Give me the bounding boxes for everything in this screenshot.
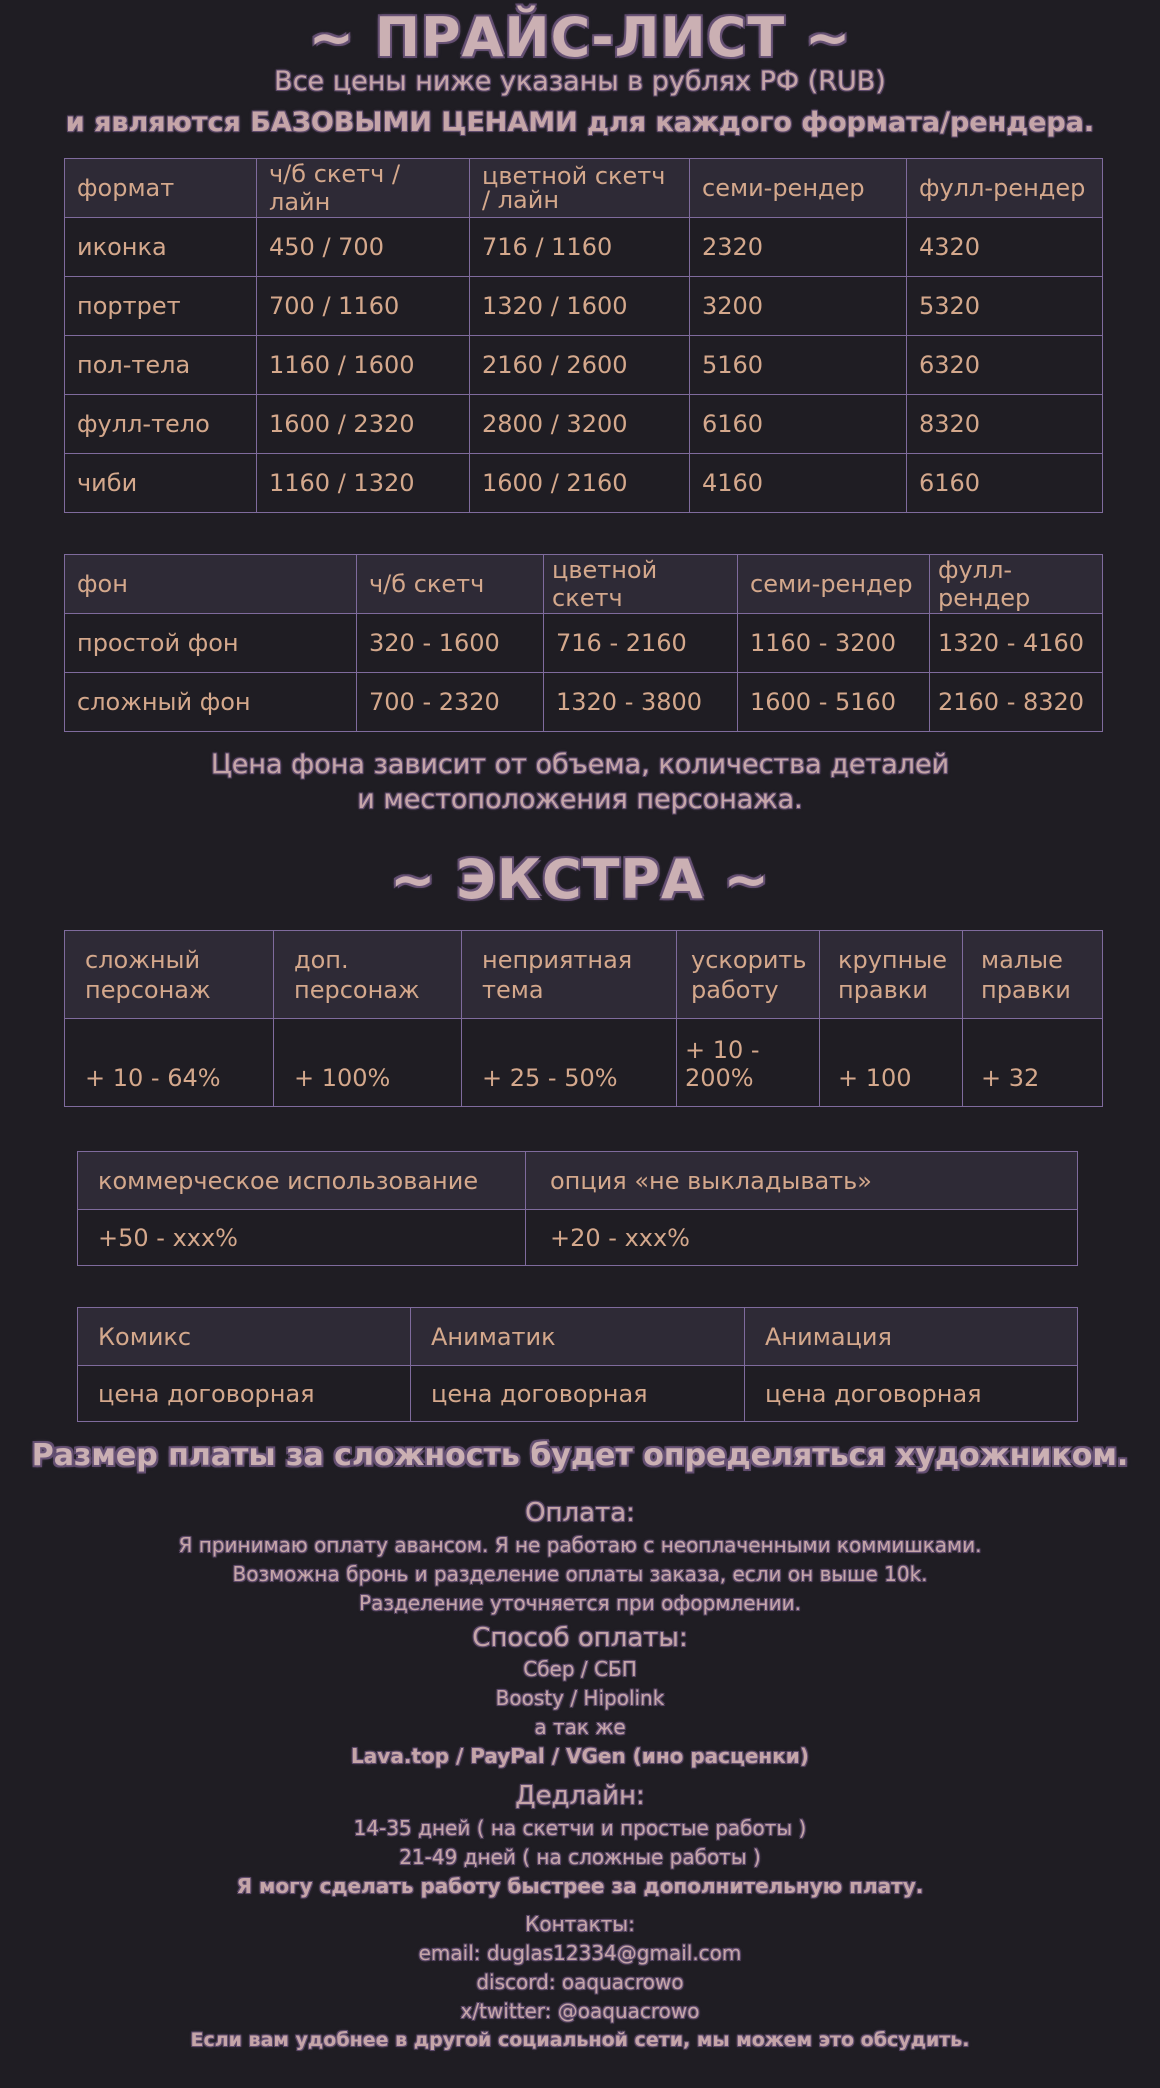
header-line: тема [482,975,544,1004]
table-cell: простой фон [65,614,357,673]
payment-method-line: Lava.top / PayPal / VGen (ино расценки) [351,1744,809,1768]
table-header-cell: Комикс [78,1308,411,1366]
table-cell: чиби [65,454,257,513]
table-header-cell: ч/б скетч /лайн [257,159,470,218]
table-header-cell: коммерческое использование [78,1152,526,1210]
table-cell: 700 - 2320 [357,673,544,732]
commercial-table [77,1151,1078,1266]
table-header-cell: формат [65,159,257,218]
table-cell: 2160 - 8320 [930,673,1103,732]
table-cell: 450 / 700 [257,218,470,277]
comics-table [77,1307,1078,1422]
table-cell: 6320 [907,336,1103,395]
table-cell: 700 / 1160 [257,277,470,336]
table-cell: 1160 / 1600 [257,336,470,395]
comics-table-header [78,1308,1078,1366]
table-cell: +50 - xxx% [78,1210,526,1266]
page-title: ~ ПРАЙС-ЛИСТ ~ [308,6,852,69]
contact-email[interactable]: email: duglas12334@gmail.com [418,1941,742,1965]
payment-method-line: Сбер / СБП [523,1657,637,1681]
contact-twitter: x/twitter: @oaquacrowo [460,1999,700,2023]
payment-title: Оплата: [525,1498,635,1528]
payment-method-line: а так же [534,1715,626,1739]
table-header-cell: цветной скетч / лайн [470,159,690,218]
table-header-cell: фон [65,555,357,614]
table-cell: цена договорная [411,1366,745,1422]
extra-table [64,930,1103,1107]
header-line: доп. [294,945,349,974]
header-line: правки [838,975,928,1004]
table-cell: фулл-тело [65,395,257,454]
table-header-cell: фулл-рендер [930,555,1103,614]
table-cell: 1320 - 4160 [930,614,1103,673]
table-row [65,336,1103,395]
contact-note: Если вам удобнее в другой социальной сети, мы можем это обсудить. [190,2029,970,2051]
table-cell: 1160 / 1320 [257,454,470,513]
table-header-cell: цветной скетч [544,555,738,614]
payment-line: Возможна бронь и разделение оплаты заказа, если он выше 10k. [232,1562,928,1586]
contacts-title: Контакты: [525,1912,635,1936]
table-cell: 6160 [690,395,907,454]
formats-table [64,158,1103,513]
table-header-cell: ч/б скетч [357,555,544,614]
table-cell: +20 - xxx% [526,1210,1078,1266]
table-cell: 2800 / 3200 [470,395,690,454]
commercial-table-header [78,1152,1078,1210]
header-line: неприятная [482,945,633,974]
table-cell: 6160 [907,454,1103,513]
table-row [65,1019,1103,1107]
table-header-cell: Анимация [745,1308,1078,1366]
table-cell: портрет [65,277,257,336]
table-cell: 4160 [690,454,907,513]
table-cell: 1160 - 3200 [738,614,930,673]
table-cell: + 100 [820,1019,963,1107]
payment-method-line: Boosty / Hipolink [495,1686,665,1710]
table-header-cell [65,931,274,1019]
deadline-title: Дедлайн: [515,1781,645,1811]
table-header-cell [820,931,963,1019]
header-line: крупные [838,945,948,974]
table-header-cell: опция «не выкладывать» [526,1152,1078,1210]
table-header-cell: семи-рендер [690,159,907,218]
table-row [65,454,1103,513]
header-line: сложный [85,945,201,974]
table-cell: + 100% [274,1019,462,1107]
table-cell: + 25 - 50% [462,1019,677,1107]
table-cell: 2160 / 2600 [470,336,690,395]
table-cell: 1600 / 2160 [470,454,690,513]
background-table-header [65,555,1103,614]
table-cell: 1320 - 3800 [544,673,738,732]
header-line: ускорить [691,945,807,974]
complexity-note: Размер платы за сложность будет определяться художником. [31,1438,1129,1473]
extra-title: ~ ЭКСТРА ~ [390,848,770,911]
table-cell: 5160 [690,336,907,395]
table-row [65,277,1103,336]
table-cell: 716 - 2160 [544,614,738,673]
header-line: персонаж [294,975,420,1004]
table-cell: 320 - 1600 [357,614,544,673]
table-cell: цена договорная [745,1366,1078,1422]
deadline-line: Я могу сделать работу быстрее за дополнительную плату. [236,1874,924,1898]
header-line: правки [981,975,1071,1004]
table-row [65,218,1103,277]
table-cell: + 10 - 200% [677,1019,820,1107]
table-cell: 1320 / 1600 [470,277,690,336]
table-cell: 716 / 1160 [470,218,690,277]
table-cell: 1600 / 2320 [257,395,470,454]
contact-discord: discord: oaquacrowo [476,1970,684,1994]
table-header-cell [677,931,820,1019]
payment-method-title: Способ оплаты: [472,1623,688,1653]
header-line: персонаж [85,975,211,1004]
table-cell: сложный фон [65,673,357,732]
table-cell: + 10 - 64% [65,1019,274,1107]
table-header-cell: фулл-рендер [907,159,1103,218]
table-cell: 5320 [907,277,1103,336]
deadline-line: 21-49 дней ( на сложные работы ) [399,1845,761,1869]
table-row [65,395,1103,454]
table-cell: 2320 [690,218,907,277]
table-header-cell [274,931,462,1019]
table-cell: + 32 [963,1019,1103,1107]
table-cell: цена договорная [78,1366,411,1422]
formats-table-header [65,159,1103,218]
table-cell: пол-тела [65,336,257,395]
header-line: работу [691,975,779,1004]
table-cell: 1600 - 5160 [738,673,930,732]
table-cell: 3200 [690,277,907,336]
table-row [78,1366,1078,1422]
extra-table-header [65,931,1103,1019]
table-row [78,1210,1078,1266]
payment-line: Разделение уточняется при оформлении. [359,1591,801,1615]
background-note-line-1: Цена фона зависит от объема, количества деталей [210,749,950,780]
table-header-cell: семи-рендер [738,555,930,614]
background-note-line-2: и местоположения персонажа. [357,784,803,815]
table-cell: 8320 [907,395,1103,454]
table-header-cell: Аниматик [411,1308,745,1366]
table-header-cell [963,931,1103,1019]
subtitle-line-2: и являются БАЗОВЫМИ ЦЕНАМИ для каждого формата/рендера. [65,107,1095,138]
header-line: малые [981,945,1063,974]
table-row [65,614,1103,673]
table-row [65,673,1103,732]
deadline-line: 14-35 дней ( на скетчи и простые работы ) [353,1816,807,1840]
subtitle-line-1: Все цены ниже указаны в рублях РФ (RUB) [274,66,886,97]
table-cell: 4320 [907,218,1103,277]
background-table [64,554,1103,732]
table-header-cell [462,931,677,1019]
table-cell: иконка [65,218,257,277]
payment-line: Я принимаю оплату авансом. Я не работаю с неоплаченными коммишками. [178,1533,982,1557]
